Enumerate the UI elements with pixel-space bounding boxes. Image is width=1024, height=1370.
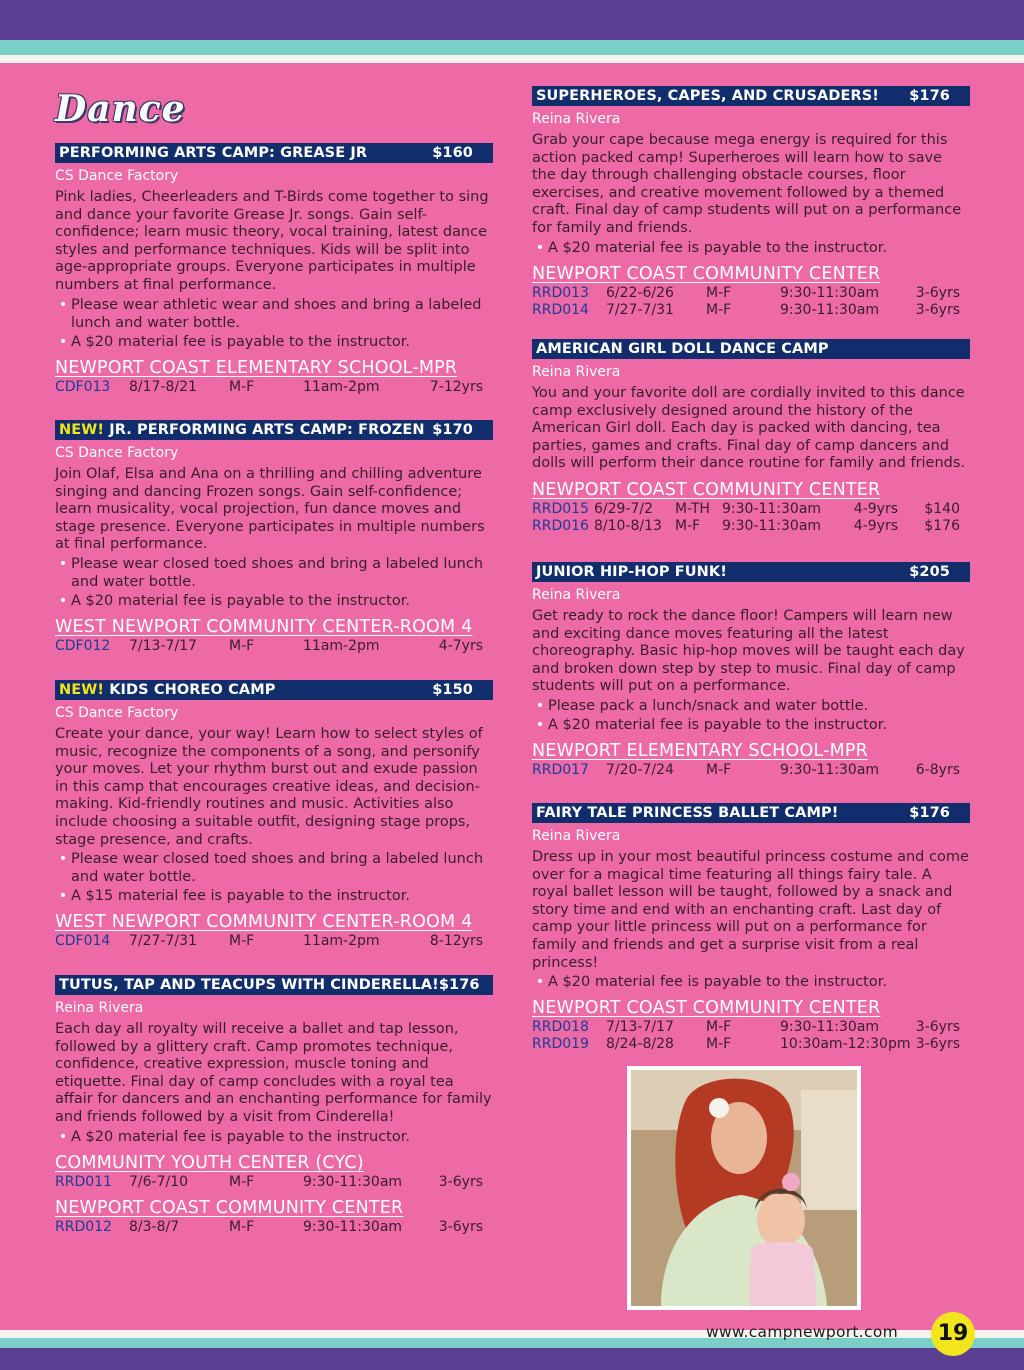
camp-price: $176 xyxy=(438,977,480,993)
footer-url[interactable]: www.campnewport.com xyxy=(706,1323,899,1341)
camp-header xyxy=(55,143,493,163)
schedule-dates: 8/24-8/28 xyxy=(606,1036,674,1053)
bottom-bar xyxy=(0,1348,1024,1370)
schedule-row[interactable] xyxy=(532,518,970,535)
camp-instructor: CS Dance Factory xyxy=(55,705,179,721)
camp-bullet-text: A $15 material fee is payable to the instructor. xyxy=(71,888,410,905)
schedule-time: 9:30-11:30am xyxy=(780,761,880,778)
camp-bullet-text: A $20 material fee is payable to the instructor. xyxy=(548,974,887,991)
schedule-dates: 6/22-6/26 xyxy=(606,284,674,301)
camp-section xyxy=(55,975,493,1236)
schedule-row[interactable] xyxy=(55,379,493,396)
camp-title: JR. PERFORMING ARTS CAMP: FROZEN xyxy=(109,422,425,438)
camp-header xyxy=(55,680,493,700)
schedule-code[interactable]: RRD012 xyxy=(55,1218,112,1235)
schedule-ages: 7-12yrs xyxy=(429,378,483,395)
schedule-row[interactable] xyxy=(532,302,970,319)
camp-description: Grab your cape because mega energy is required for this action packed camp! Superheroes will learn how to save the day through challenging obstacle courses, floor exercises, and creative movement followed by a themed craft. Final day of camp students will put on a performance for family and friends. xyxy=(532,132,962,236)
camp-title-wrap xyxy=(536,339,829,359)
camp-bullet-text: Please pack a lunch/snack and water bottle. xyxy=(548,697,869,714)
camp-description: Dress up in your most beautiful princess costume and come over for a magical time featuring all things fairy tale. A royal ballet lesson will be taught, followed by a snack and story time and end with an enchanting craft. Last day of camp your little princess will put on a performance for family and friends and get a surprise visit from a real princess! xyxy=(532,849,969,971)
schedule-dates: 7/27-7/31 xyxy=(606,301,674,318)
schedule-days: M-F xyxy=(706,301,732,318)
schedule-code[interactable]: RRD013 xyxy=(532,284,589,301)
camp-title-wrap xyxy=(59,975,439,995)
schedule-dates: 7/20-7/24 xyxy=(606,761,674,778)
camp-location-link[interactable]: NEWPORT COAST COMMUNITY CENTER xyxy=(532,263,881,284)
camp-bullet xyxy=(55,1128,493,1146)
camp-section xyxy=(532,86,970,319)
schedule-dates: 7/13-7/17 xyxy=(606,1019,674,1036)
schedule-row[interactable] xyxy=(55,1219,493,1236)
schedule-time: 9:30-11:30am xyxy=(780,284,880,301)
camp-instructor: Reina Rivera xyxy=(532,828,621,844)
camp-location-link[interactable]: COMMUNITY YOUTH CENTER (CYC) xyxy=(55,1152,364,1173)
bullet-dot-icon: • xyxy=(58,333,68,350)
new-badge: NEW! xyxy=(59,682,105,698)
camp-instructor: Reina Rivera xyxy=(532,111,621,127)
camp-bullet xyxy=(532,716,970,734)
schedule-code[interactable]: CDF013 xyxy=(55,378,111,395)
schedule-ages: 3-6yrs xyxy=(915,1036,960,1053)
schedule-time: 10:30am-12:30pm xyxy=(780,1036,911,1053)
schedule-price: $176 xyxy=(924,517,960,534)
schedule-days: M-F xyxy=(675,517,701,534)
bullet-dot-icon: • xyxy=(535,239,545,256)
schedule-days: M-F xyxy=(706,1036,732,1053)
camp-bullet-text: A $20 material fee is payable to the instructor. xyxy=(71,592,410,609)
camp-location-link[interactable]: WEST NEWPORT COMMUNITY CENTER-ROOM 4 xyxy=(55,616,473,637)
camp-header xyxy=(55,420,493,440)
camp-location-link[interactable]: NEWPORT COAST COMMUNITY CENTER xyxy=(55,1197,404,1218)
camp-title: TUTUS, TAP AND TEACUPS WITH CINDERELLA! xyxy=(59,977,439,993)
schedule-time: 9:30-11:30am xyxy=(780,301,880,318)
schedule-ages: 3-6yrs xyxy=(915,301,960,318)
schedule-price: $140 xyxy=(924,500,960,517)
camp-price: $170 xyxy=(432,422,473,438)
schedule-days: M-F xyxy=(229,637,255,654)
camp-bullet xyxy=(532,239,970,257)
camp-bullet xyxy=(55,592,493,610)
camp-title-wrap xyxy=(59,680,275,700)
camp-header xyxy=(532,86,970,106)
camp-description: Pink ladies, Cheerleaders and T-Birds come together to sing and dance your favorite Grease Jr. songs. Gain self-confidence; learn music theory, vocal training, latest dance styles and performance techniques. Kids will be split into age-appropriate groups. Everyone participates in multiple numbers at final performance. xyxy=(55,189,489,293)
schedule-ages: 4-9yrs xyxy=(853,517,898,534)
schedule-dates: 7/6-7/10 xyxy=(129,1173,189,1190)
schedule-days: M-F xyxy=(706,284,732,301)
camp-location-link[interactable]: NEWPORT ELEMENTARY SCHOOL-MPR xyxy=(532,740,869,761)
schedule-row[interactable] xyxy=(532,501,970,518)
camp-title-wrap xyxy=(536,562,727,582)
camp-title: KIDS CHOREO CAMP xyxy=(109,682,276,698)
bullet-dot-icon: • xyxy=(58,555,68,572)
schedule-ages: 3-6yrs xyxy=(438,1173,483,1190)
camp-price: $176 xyxy=(909,805,950,821)
bullet-dot-icon: • xyxy=(535,697,545,714)
camp-instructor: Reina Rivera xyxy=(55,1000,144,1016)
camp-bullet xyxy=(532,973,970,991)
princess-photo-illustration xyxy=(631,1070,857,1306)
schedule-row[interactable] xyxy=(55,933,493,950)
camp-header xyxy=(55,975,493,995)
page-title: Dance xyxy=(55,88,186,130)
camp-section xyxy=(532,339,970,535)
new-badge: NEW! xyxy=(59,422,105,438)
schedule-time: 11am-2pm xyxy=(303,933,380,950)
camp-bullet-text: Please wear closed toed shoes and bring a labeled lunch and water bottle. xyxy=(71,851,484,886)
camp-bullet xyxy=(55,333,493,351)
schedule-time: 9:30-11:30am xyxy=(722,500,822,517)
camp-title-wrap xyxy=(59,420,425,440)
schedule-time: 9:30-11:30am xyxy=(780,1019,880,1036)
camp-bullet xyxy=(55,850,493,886)
schedule-code[interactable]: RRD011 xyxy=(55,1173,112,1190)
camp-bullet-text: A $20 material fee is payable to the instructor. xyxy=(71,333,410,350)
schedule-days: M-F xyxy=(229,933,255,950)
camp-title: FAIRY TALE PRINCESS BALLET CAMP! xyxy=(536,805,839,821)
schedule-code[interactable]: CDF014 xyxy=(55,933,111,950)
schedule-row[interactable] xyxy=(532,1036,970,1053)
camp-price: $150 xyxy=(432,682,473,698)
schedule-ages: 3-6yrs xyxy=(915,1019,960,1036)
schedule-row[interactable] xyxy=(55,638,493,655)
bullet-dot-icon: • xyxy=(58,592,68,609)
schedule-ages: 3-6yrs xyxy=(438,1218,483,1235)
camp-location-link[interactable]: NEWPORT COAST COMMUNITY CENTER xyxy=(532,479,881,500)
camp-section xyxy=(55,680,493,950)
schedule-row[interactable] xyxy=(532,762,970,779)
schedule-dates: 8/10-8/13 xyxy=(594,517,662,534)
bullet-dot-icon: • xyxy=(535,716,545,733)
camp-instructor: CS Dance Factory xyxy=(55,445,179,461)
schedule-time: 11am-2pm xyxy=(303,378,380,395)
camp-bullet xyxy=(55,296,493,332)
schedule-days: M-F xyxy=(229,378,255,395)
camp-location-link[interactable]: NEWPORT COAST COMMUNITY CENTER xyxy=(532,998,881,1019)
schedule-days: M-F xyxy=(229,1173,255,1190)
schedule-time: 9:30-11:30am xyxy=(303,1173,403,1190)
camp-bullet-text: A $20 material fee is payable to the instructor. xyxy=(71,1128,410,1145)
page-number: 19 xyxy=(931,1312,975,1356)
schedule-days: M-TH xyxy=(675,500,710,517)
camp-price: $160 xyxy=(432,145,473,161)
camp-instructor: Reina Rivera xyxy=(532,364,621,380)
top-bar xyxy=(0,0,1024,40)
schedule-code[interactable]: RRD018 xyxy=(532,1019,589,1036)
princess-photo xyxy=(631,1070,857,1306)
camp-bullet-text: A $20 material fee is payable to the instructor. xyxy=(548,239,887,256)
camp-section xyxy=(532,803,970,1053)
camp-header xyxy=(532,339,970,359)
schedule-dates: 7/13-7/17 xyxy=(129,637,197,654)
camp-location-link[interactable]: NEWPORT COAST ELEMENTARY SCHOOL-MPR xyxy=(55,357,458,378)
schedule-dates: 6/29-7/2 xyxy=(594,500,654,517)
bullet-dot-icon: • xyxy=(58,851,68,868)
schedule-dates: 7/27-7/31 xyxy=(129,933,197,950)
top-stripe-light xyxy=(0,55,1024,63)
bullet-dot-icon: • xyxy=(58,1128,68,1145)
schedule-time: 11am-2pm xyxy=(303,637,380,654)
camp-title-wrap xyxy=(536,803,838,823)
camp-instructor: CS Dance Factory xyxy=(55,168,179,184)
camp-title: AMERICAN GIRL DOLL DANCE CAMP xyxy=(536,341,829,357)
schedule-ages: 4-9yrs xyxy=(853,500,898,517)
schedule-row[interactable] xyxy=(532,1019,970,1036)
schedule-ages: 3-6yrs xyxy=(915,284,960,301)
schedule-code[interactable]: CDF012 xyxy=(55,637,111,654)
bullet-dot-icon: • xyxy=(58,296,68,313)
camp-price: $205 xyxy=(909,564,950,580)
schedule-code[interactable]: RRD014 xyxy=(532,301,589,318)
schedule-dates: 8/3-8/7 xyxy=(129,1218,180,1235)
camp-bullet xyxy=(55,555,493,591)
camp-price xyxy=(950,339,966,359)
schedule-row[interactable] xyxy=(532,285,970,302)
camp-title-wrap xyxy=(536,86,879,106)
camp-header xyxy=(532,562,970,582)
camp-title: JUNIOR HIP-HOP FUNK! xyxy=(536,564,727,580)
schedule-ages: 6-8yrs xyxy=(915,761,960,778)
schedule-time: 9:30-11:30am xyxy=(722,517,822,534)
schedule-code[interactable]: RRD016 xyxy=(532,517,589,534)
camp-title-wrap xyxy=(59,143,367,163)
schedule-dates: 8/17-8/21 xyxy=(129,378,197,395)
camp-description: Get ready to rock the dance floor! Campers will learn new and exciting dance moves featuring all the latest choreography. Basic hip-hop moves will be taught each day and broken down step by step to music. Final day of camp students will put on a performance. xyxy=(532,608,965,695)
camp-description: Create your dance, your way! Learn how to select styles of music, recognize the components of a song, and personify your moves. Let your rhythm burst out and exude passion in this camp that encourages creative ideas, and decision-making. Kid-friendly routines and music. Activities also include choosing a suitable outfit, designing stage props, stage presence, and crafts. xyxy=(55,726,483,848)
schedule-ages: 4-7yrs xyxy=(438,637,483,654)
camp-description: Join Olaf, Elsa and Ana on a thrilling and chilling adventure singing and dancing Frozen songs. Gain self-confidence; learn musicality, vocal projection, fun dance moves and stage presence. Everyone participates in multiple numbers at final performance. xyxy=(55,466,485,553)
camp-price: $176 xyxy=(909,88,950,104)
camp-description: Each day all royalty will receive a ballet and tap lesson, followed by a glittery craft. Camp promotes technique, confidence, creative expression, muscle toning and etiquette. Final day of camp concludes with a royal tea affair for dancers and an enchanting performance for family and friends followed by a visit from Cinderella! xyxy=(55,1021,492,1125)
schedule-row[interactable] xyxy=(55,1174,493,1191)
camp-description: You and your favorite doll are cordially invited to this dance camp exclusively designed around the history of the American Girl doll. Each day is packed with dancing, tea parties, games and crafts. Final day of camp dancers and dolls will perform their dance routine for family and friends. xyxy=(532,385,966,472)
camp-header xyxy=(532,803,970,823)
top-stripe xyxy=(0,40,1024,55)
schedule-days: M-F xyxy=(229,1218,255,1235)
camp-section xyxy=(55,143,493,396)
camp-instructor: Reina Rivera xyxy=(532,587,621,603)
camp-section xyxy=(55,420,493,655)
bullet-dot-icon: • xyxy=(58,888,68,905)
camp-title: SUPERHEROES, CAPES, AND CRUSADERS! xyxy=(536,88,879,104)
camp-title: PERFORMING ARTS CAMP: GREASE JR xyxy=(59,145,368,161)
camp-bullet xyxy=(55,887,493,905)
photo-frame xyxy=(627,1066,861,1310)
camp-location-link[interactable]: WEST NEWPORT COMMUNITY CENTER-ROOM 4 xyxy=(55,912,473,933)
camp-bullet xyxy=(532,697,970,715)
camp-bullet-text: Please wear athletic wear and shoes and bring a labeled lunch and water bottle. xyxy=(71,296,482,331)
camp-section xyxy=(532,562,970,779)
camp-bullet-text: Please wear closed toed shoes and bring a labeled lunch and water bottle. xyxy=(71,555,484,590)
schedule-days: M-F xyxy=(706,761,732,778)
schedule-code[interactable]: RRD017 xyxy=(532,761,589,778)
schedule-code[interactable]: RRD015 xyxy=(532,500,589,517)
bullet-dot-icon: • xyxy=(535,974,545,991)
camp-bullet-text: A $20 material fee is payable to the instructor. xyxy=(548,716,887,733)
schedule-ages: 8-12yrs xyxy=(429,933,483,950)
schedule-days: M-F xyxy=(706,1019,732,1036)
schedule-code[interactable]: RRD019 xyxy=(532,1036,589,1053)
schedule-time: 9:30-11:30am xyxy=(303,1218,403,1235)
